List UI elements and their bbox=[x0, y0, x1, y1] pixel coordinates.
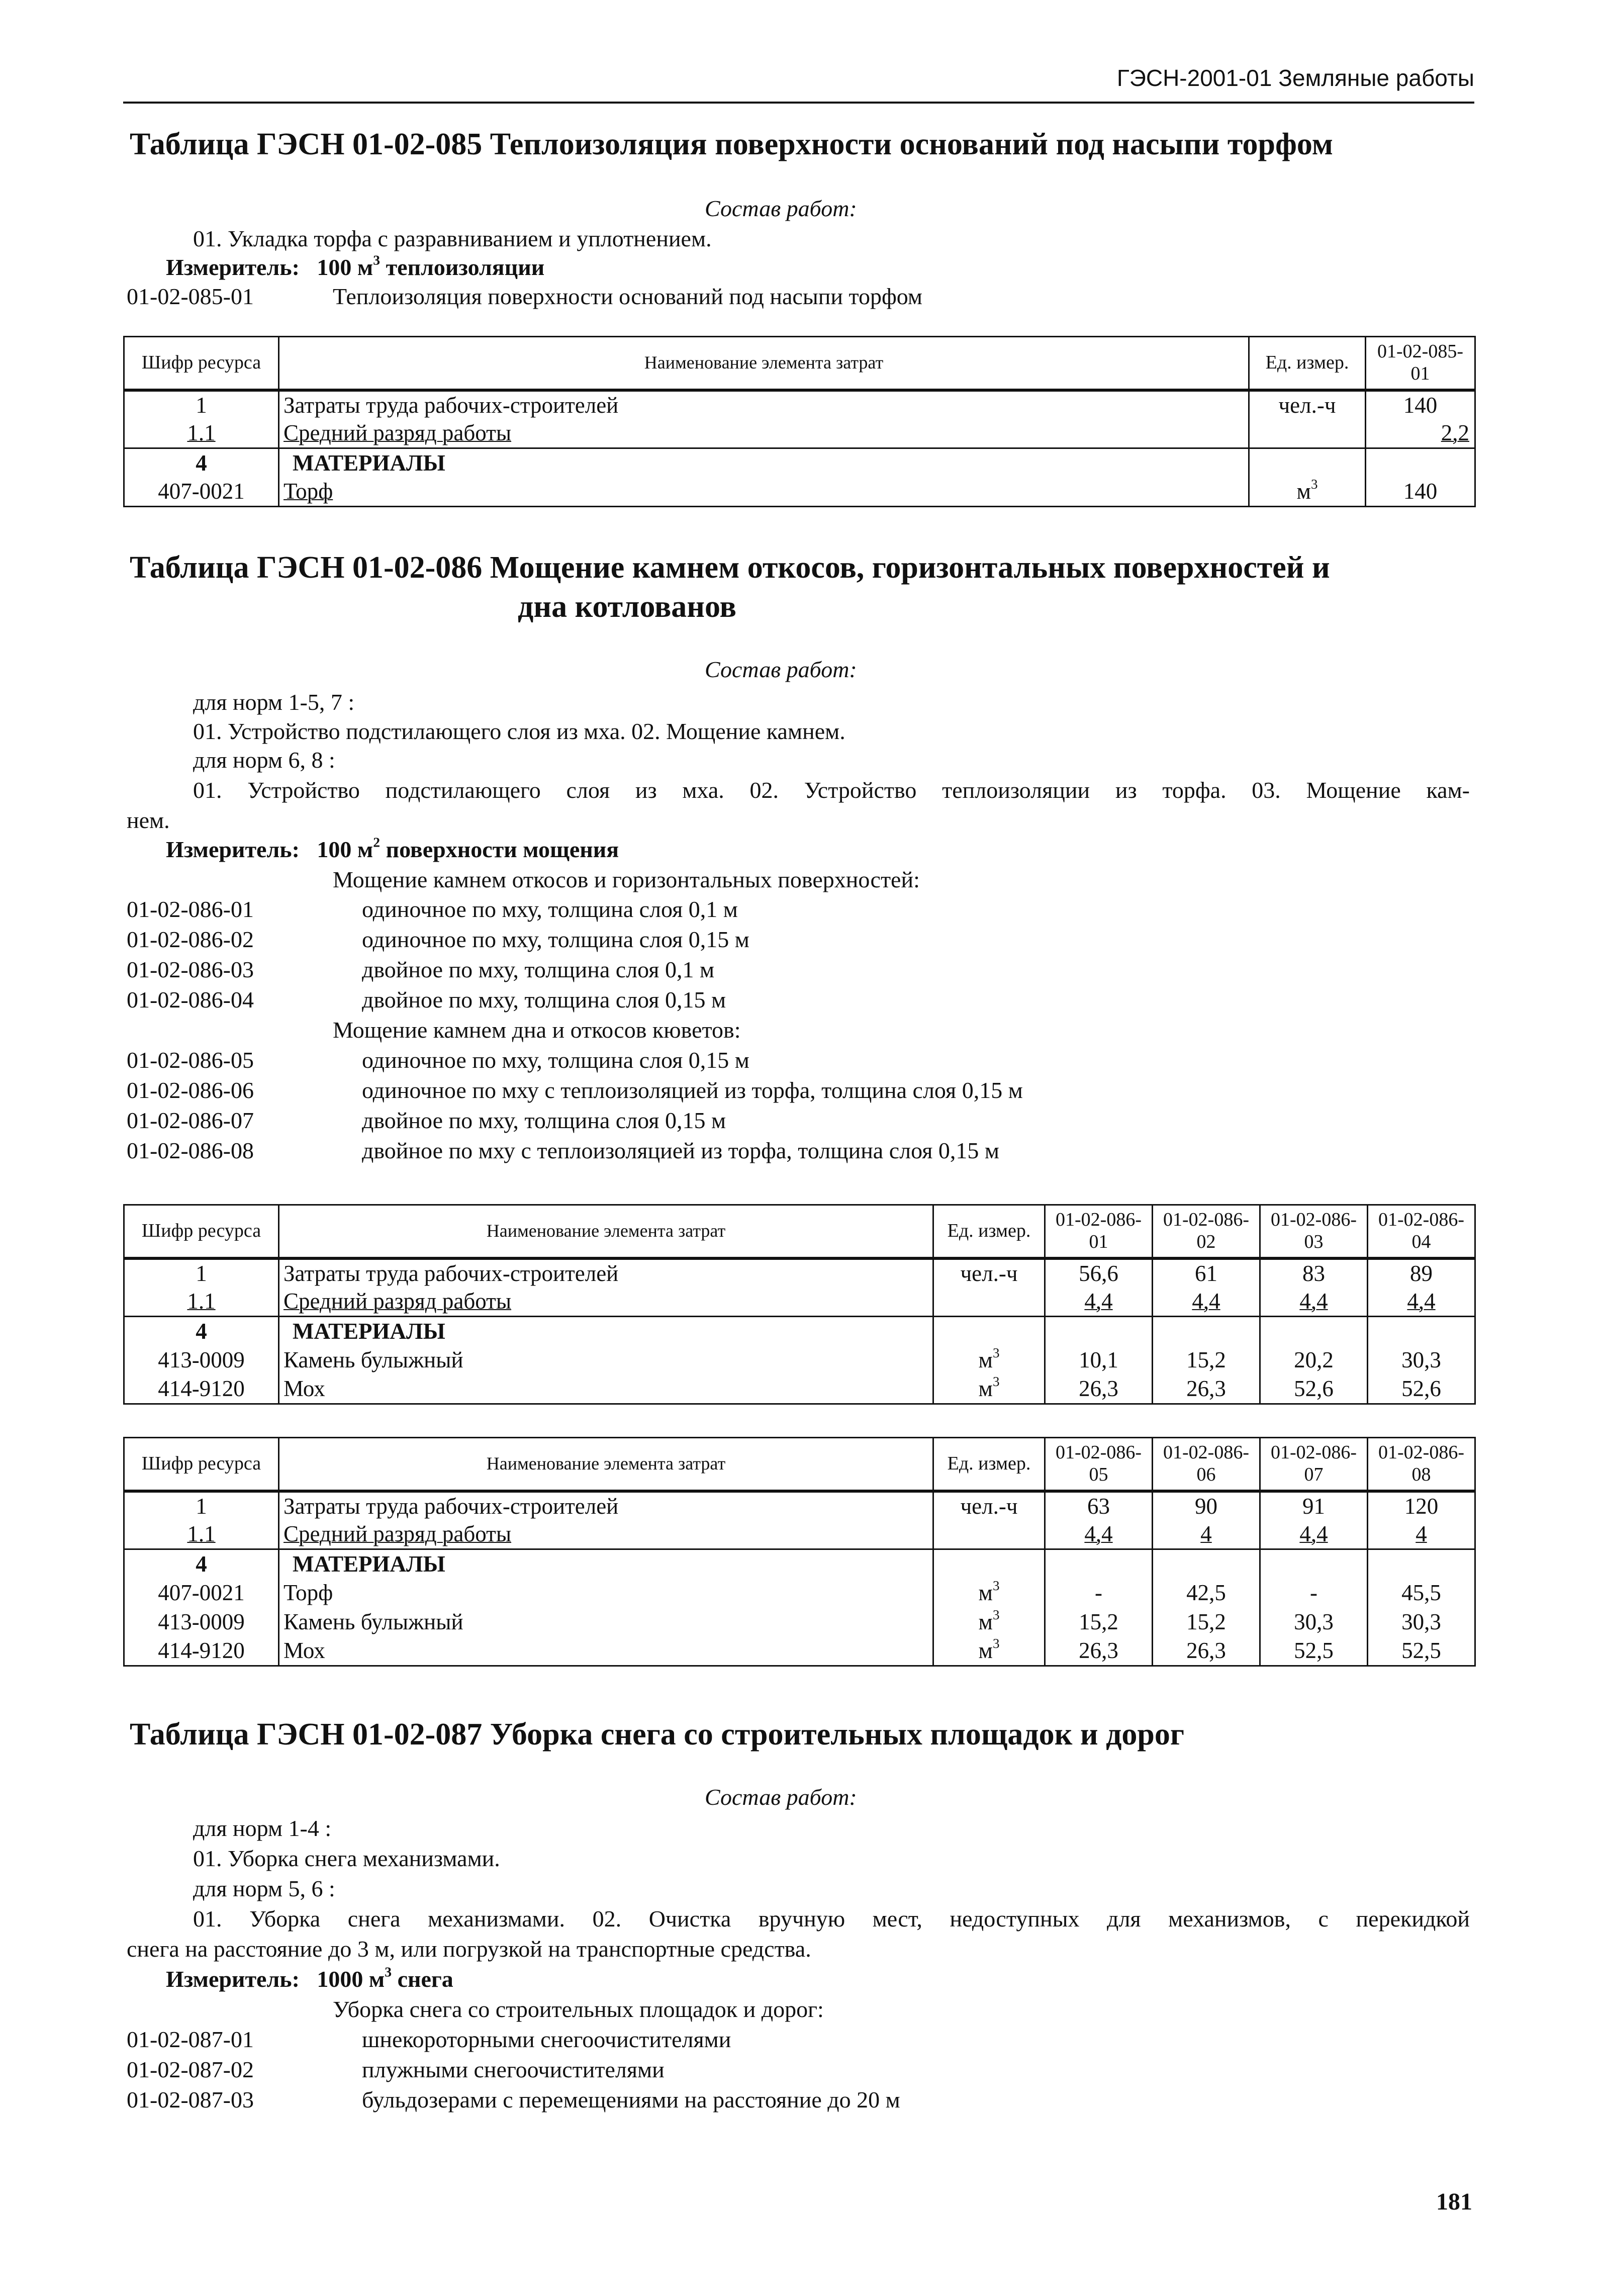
t087-for-norms-b: для норм 5, 6 : bbox=[193, 1876, 335, 1901]
resource-unit bbox=[1249, 448, 1366, 478]
col-header-norm: 01-02-086-01 bbox=[1045, 1205, 1153, 1258]
unit-sup: 3 bbox=[992, 1578, 1000, 1593]
resource-code: 1.1 bbox=[124, 419, 279, 448]
t085-meter-label: Измеритель: bbox=[166, 254, 300, 280]
unit-base: м bbox=[978, 1347, 993, 1372]
t087-meter-value: 1000 м bbox=[317, 1966, 385, 1992]
norm-value: 140 bbox=[1366, 390, 1475, 419]
norm-text: двойное по мху с теплоизоляцией из торфа, толщина слоя 0,15 м bbox=[362, 1138, 999, 1163]
norm-value bbox=[1368, 1549, 1475, 1579]
norm-value: 56,6 bbox=[1045, 1258, 1153, 1288]
norm-code: 01-02-086-06 bbox=[127, 1077, 254, 1103]
norm-text: одиночное по мху, толщина слоя 0,15 м bbox=[362, 927, 749, 952]
resource-group-name: МАТЕРИАЛЫ bbox=[279, 448, 1249, 478]
norm-value: 10,1 bbox=[1045, 1346, 1153, 1375]
resource-code: 1 bbox=[124, 390, 279, 419]
norm-value bbox=[1368, 1317, 1475, 1346]
table-row bbox=[124, 390, 1475, 419]
t087-meter bbox=[166, 1966, 453, 1992]
resource-unit bbox=[933, 1317, 1045, 1346]
norm-code: 01-02-086-03 bbox=[127, 957, 254, 982]
table-row bbox=[124, 1608, 1475, 1637]
resource-unit bbox=[933, 1375, 1045, 1404]
col-header-norm: 01-02-086-03 bbox=[1260, 1205, 1368, 1258]
resource-name: Мох bbox=[279, 1375, 933, 1404]
norm-text: бульдозерами с перемещениями на расстояние до 20 м bbox=[362, 2087, 900, 2113]
norm-value: 120 bbox=[1368, 1491, 1475, 1520]
col-header-name: Наименование элемента затрат bbox=[279, 1438, 933, 1491]
col-header-unit: Ед. измер. bbox=[933, 1438, 1045, 1491]
t087-for-norms-a: для норм 1-4 : bbox=[193, 1815, 332, 1841]
table-row bbox=[124, 1258, 1475, 1288]
resource-name: Затраты труда рабочих-строителей bbox=[279, 1258, 933, 1288]
resource-code: 4 bbox=[124, 1549, 279, 1579]
resource-code: 4 bbox=[124, 448, 279, 478]
t086-work-b-line2: нем. bbox=[127, 807, 170, 833]
resource-name: Средний разряд работы bbox=[279, 1520, 933, 1549]
norm-text: плужными снегоочистителями bbox=[362, 2057, 665, 2082]
resource-name: Торф bbox=[279, 1579, 933, 1608]
col-header-norm: 01-02-086-06 bbox=[1153, 1438, 1260, 1491]
header-rule bbox=[123, 102, 1474, 104]
t086-meter-sup: 2 bbox=[373, 834, 381, 850]
norm-value: 63 bbox=[1045, 1491, 1153, 1520]
resource-code: 413-0009 bbox=[124, 1608, 279, 1637]
table-row bbox=[124, 1491, 1475, 1520]
t085-norm-code: 01-02-085-01 bbox=[127, 284, 254, 309]
norm-value bbox=[1260, 1549, 1368, 1579]
resource-unit bbox=[933, 1346, 1045, 1375]
norm-value bbox=[1153, 1317, 1260, 1346]
t085-resource-table bbox=[123, 336, 1476, 507]
norm-code: 01-02-086-02 bbox=[127, 927, 254, 952]
resource-code: 1.1 bbox=[124, 1520, 279, 1549]
t086-for-norms-b: для норм 6, 8 : bbox=[193, 747, 335, 773]
resource-name: Затраты труда рабочих-строителей bbox=[279, 390, 1249, 419]
resource-name: Камень булыжный bbox=[279, 1608, 933, 1637]
norm-value: 4,4 bbox=[1045, 1520, 1153, 1549]
unit-base: м bbox=[1296, 479, 1311, 504]
unit-sup: 3 bbox=[992, 1345, 1000, 1360]
norm-value: 15,2 bbox=[1153, 1608, 1260, 1637]
norm-value: 26,3 bbox=[1153, 1375, 1260, 1404]
resource-name: Мох bbox=[279, 1637, 933, 1666]
t086-resource-table-1 bbox=[123, 1204, 1476, 1405]
unit-base: м bbox=[978, 1609, 993, 1634]
norm-value: 90 bbox=[1153, 1491, 1260, 1520]
unit-sup: 3 bbox=[992, 1636, 1000, 1651]
table-085-title: Таблица ГЭСН 01-02-085 Теплоизоляция поверхности оснований под насыпи торфом bbox=[130, 127, 1333, 161]
norm-code: 01-02-086-04 bbox=[127, 987, 254, 1013]
t087-sostav-label: Состав работ: bbox=[705, 1784, 857, 1810]
resource-code: 1 bbox=[124, 1258, 279, 1288]
norm-text: двойное по мху, толщина слоя 0,15 м bbox=[362, 987, 726, 1013]
norm-code: 01-02-086-07 bbox=[127, 1108, 254, 1133]
resource-group-name: МАТЕРИАЛЫ bbox=[279, 1549, 933, 1579]
col-header-norm: 01-02-085-01 bbox=[1366, 337, 1475, 390]
unit-base: м bbox=[978, 1638, 993, 1664]
norm-code: 01-02-086-01 bbox=[127, 896, 254, 922]
t086-work-b-line1: 01. Устройство подстилающего слоя из мха. 02. Устройство теплоизоляции из торфа. 03. Мощение кам- bbox=[193, 777, 1470, 803]
resource-unit bbox=[1249, 419, 1366, 448]
resource-code: 407-0021 bbox=[124, 1579, 279, 1608]
resource-unit bbox=[933, 1608, 1045, 1637]
unit-sup: 3 bbox=[992, 1607, 1000, 1622]
resource-code: 1 bbox=[124, 1491, 279, 1520]
col-header-norm: 01-02-086-05 bbox=[1045, 1438, 1153, 1491]
norm-value bbox=[1153, 1549, 1260, 1579]
table-row bbox=[124, 1637, 1475, 1666]
resource-name: Средний разряд работы bbox=[279, 419, 1249, 448]
t086-sostav-label: Состав работ: bbox=[705, 657, 857, 682]
t087-group: Уборка снега со строительных площадок и дорог: bbox=[333, 1996, 824, 2022]
norm-value: 30,3 bbox=[1260, 1608, 1368, 1637]
resource-code: 414-9120 bbox=[124, 1637, 279, 1666]
col-header-code: Шифр ресурса bbox=[124, 337, 279, 390]
norm-value: 45,5 bbox=[1368, 1579, 1475, 1608]
t085-norm-text: Теплоизоляция поверхности оснований под насыпи торфом bbox=[333, 284, 923, 309]
norm-value: 52,5 bbox=[1368, 1637, 1475, 1666]
t086-resource-table-2 bbox=[123, 1437, 1476, 1667]
resource-code: 413-0009 bbox=[124, 1346, 279, 1375]
norm-value: 26,3 bbox=[1045, 1375, 1153, 1404]
norm-value: 140 bbox=[1366, 478, 1475, 507]
unit-base: м bbox=[978, 1376, 993, 1402]
resource-code: 4 bbox=[124, 1317, 279, 1346]
table-row bbox=[124, 1346, 1475, 1375]
resource-unit: чел.-ч bbox=[1249, 390, 1366, 419]
norm-value: 4 bbox=[1153, 1520, 1260, 1549]
table-row bbox=[124, 1579, 1475, 1608]
norm-value: 30,3 bbox=[1368, 1608, 1475, 1637]
table-row bbox=[124, 1520, 1475, 1549]
norm-value: - bbox=[1045, 1579, 1153, 1608]
t087-meter-rest: снега bbox=[392, 1966, 453, 1992]
norm-value: 4 bbox=[1368, 1520, 1475, 1549]
table-row bbox=[124, 1549, 1475, 1579]
t085-meter-sup: 3 bbox=[373, 252, 381, 268]
t086-meter-rest: поверхности мощения bbox=[380, 837, 619, 862]
norm-value bbox=[1045, 1549, 1153, 1579]
running-header: ГЭСН-2001-01 Земляные работы bbox=[1116, 65, 1474, 91]
table-row bbox=[124, 419, 1475, 448]
resource-unit bbox=[933, 1549, 1045, 1579]
resource-unit: чел.-ч bbox=[933, 1258, 1045, 1288]
norm-value: 26,3 bbox=[1153, 1637, 1260, 1666]
norm-code: 01-02-087-01 bbox=[127, 2027, 254, 2052]
col-header-unit: Ед. измер. bbox=[1249, 337, 1366, 390]
unit-sup: 3 bbox=[1310, 477, 1318, 492]
unit-sup: 3 bbox=[992, 1374, 1000, 1389]
t085-meter bbox=[166, 254, 544, 281]
resource-name: Камень булыжный bbox=[279, 1346, 933, 1375]
col-header-name: Наименование элемента затрат bbox=[279, 337, 1249, 390]
norm-value: 42,5 bbox=[1153, 1579, 1260, 1608]
norm-value: 83 bbox=[1260, 1258, 1368, 1288]
norm-value: 4,4 bbox=[1153, 1288, 1260, 1317]
resource-unit bbox=[933, 1637, 1045, 1666]
resource-code: 407-0021 bbox=[124, 478, 279, 507]
norm-text: двойное по мху, толщина слоя 0,15 м bbox=[362, 1108, 726, 1133]
norm-code: 01-02-087-02 bbox=[127, 2057, 254, 2082]
t087-meter-sup: 3 bbox=[385, 1964, 392, 1980]
unit-base: м bbox=[978, 1580, 993, 1605]
norm-code: 01-02-087-03 bbox=[127, 2087, 254, 2113]
t086-work-a: 01. Устройство подстилающего слоя из мха. 02. Мощение камнем. bbox=[193, 718, 845, 744]
norm-value: 89 bbox=[1368, 1258, 1475, 1288]
norm-value bbox=[1260, 1317, 1368, 1346]
t087-work-b-line2: снега на расстояние до 3 м, или погрузкой на транспортные средства. bbox=[127, 1936, 811, 1962]
norm-value: 15,2 bbox=[1153, 1346, 1260, 1375]
resource-unit bbox=[933, 1520, 1045, 1549]
norm-value: 4,4 bbox=[1045, 1288, 1153, 1317]
resource-unit bbox=[1249, 478, 1366, 507]
t085-meter-rest: теплоизоляции bbox=[380, 254, 545, 280]
norm-value: 20,2 bbox=[1260, 1346, 1368, 1375]
norm-value: 52,5 bbox=[1260, 1637, 1368, 1666]
t086-group2: Мощение камнем дна и откосов кюветов: bbox=[333, 1017, 741, 1043]
norm-text: одиночное по мху, толщина слоя 0,1 м bbox=[362, 896, 738, 922]
col-header-unit: Ед. измер. bbox=[933, 1205, 1045, 1258]
col-header-code: Шифр ресурса bbox=[124, 1438, 279, 1491]
t085-meter-value: 100 м bbox=[317, 254, 373, 280]
col-header-code: Шифр ресурса bbox=[124, 1205, 279, 1258]
t086-meter bbox=[166, 836, 619, 863]
resource-unit bbox=[933, 1579, 1045, 1608]
resource-name: Средний разряд работы bbox=[279, 1288, 933, 1317]
table-086-title-line2: дна котлованов bbox=[518, 590, 736, 624]
table-row bbox=[124, 478, 1475, 507]
norm-text: двойное по мху, толщина слоя 0,1 м bbox=[362, 957, 715, 982]
resource-group-name: МАТЕРИАЛЫ bbox=[279, 1317, 933, 1346]
resource-code: 1.1 bbox=[124, 1288, 279, 1317]
t085-work: 01. Укладка торфа с разравниванием и уплотнением. bbox=[193, 226, 712, 251]
t086-meter-label: Измеритель: bbox=[166, 837, 300, 862]
resource-unit: чел.-ч bbox=[933, 1491, 1045, 1520]
norm-value: 4,4 bbox=[1260, 1288, 1368, 1317]
table-row bbox=[124, 1288, 1475, 1317]
norm-value: 52,6 bbox=[1260, 1375, 1368, 1404]
norm-text: одиночное по мху с теплоизоляцией из торфа, толщина слоя 0,15 м bbox=[362, 1077, 1023, 1103]
t086-group1: Мощение камнем откосов и горизонтальных поверхностей: bbox=[333, 867, 920, 892]
col-header-name: Наименование элемента затрат bbox=[279, 1205, 933, 1258]
col-header-norm: 01-02-086-02 bbox=[1153, 1205, 1260, 1258]
table-row bbox=[124, 448, 1475, 478]
norm-value: 4,4 bbox=[1368, 1288, 1475, 1317]
norm-value: 61 bbox=[1153, 1258, 1260, 1288]
norm-value: 15,2 bbox=[1045, 1608, 1153, 1637]
norm-code: 01-02-086-08 bbox=[127, 1138, 254, 1163]
norm-text: одиночное по мху, толщина слоя 0,15 м bbox=[362, 1047, 749, 1073]
table-row bbox=[124, 1317, 1475, 1346]
t086-meter-value: 100 м bbox=[317, 837, 373, 862]
t087-work-b-line1: 01. Уборка снега механизмами. 02. Очистка вручную мест, недоступных для механизмов, с перекидкой bbox=[193, 1906, 1470, 1932]
col-header-norm: 01-02-086-07 bbox=[1260, 1438, 1368, 1491]
norm-value bbox=[1366, 448, 1475, 478]
norm-value bbox=[1045, 1317, 1153, 1346]
norm-value: - bbox=[1260, 1579, 1368, 1608]
norm-value: 91 bbox=[1260, 1491, 1368, 1520]
resource-code: 414-9120 bbox=[124, 1375, 279, 1404]
norm-value: 4,4 bbox=[1260, 1520, 1368, 1549]
table-086-title-line1: Таблица ГЭСН 01-02-086 Мощение камнем откосов, горизонтальных поверхностей и bbox=[130, 550, 1330, 585]
resource-name: Торф bbox=[279, 478, 1249, 507]
norm-value: 30,3 bbox=[1368, 1346, 1475, 1375]
t086-for-norms-a: для норм 1-5, 7 : bbox=[193, 689, 355, 715]
norm-value: 52,6 bbox=[1368, 1375, 1475, 1404]
page-number: 181 bbox=[1436, 2188, 1472, 2215]
norm-code: 01-02-086-05 bbox=[127, 1047, 254, 1073]
col-header-norm: 01-02-086-04 bbox=[1368, 1205, 1475, 1258]
t087-meter-label: Измеритель: bbox=[166, 1966, 300, 1992]
norm-value: 26,3 bbox=[1045, 1637, 1153, 1666]
resource-name: Затраты труда рабочих-строителей bbox=[279, 1491, 933, 1520]
table-087-title: Таблица ГЭСН 01-02-087 Уборка снега со строительных площадок и дорог bbox=[130, 1717, 1185, 1752]
t087-work-a: 01. Уборка снега механизмами. bbox=[193, 1846, 500, 1871]
col-header-norm: 01-02-086-08 bbox=[1368, 1438, 1475, 1491]
resource-unit bbox=[933, 1288, 1045, 1317]
norm-value: 2,2 bbox=[1366, 419, 1475, 448]
norm-text: шнекороторными снегоочистителями bbox=[362, 2027, 731, 2052]
table-row bbox=[124, 1375, 1475, 1404]
t085-sostav-label: Состав работ: bbox=[705, 196, 857, 221]
